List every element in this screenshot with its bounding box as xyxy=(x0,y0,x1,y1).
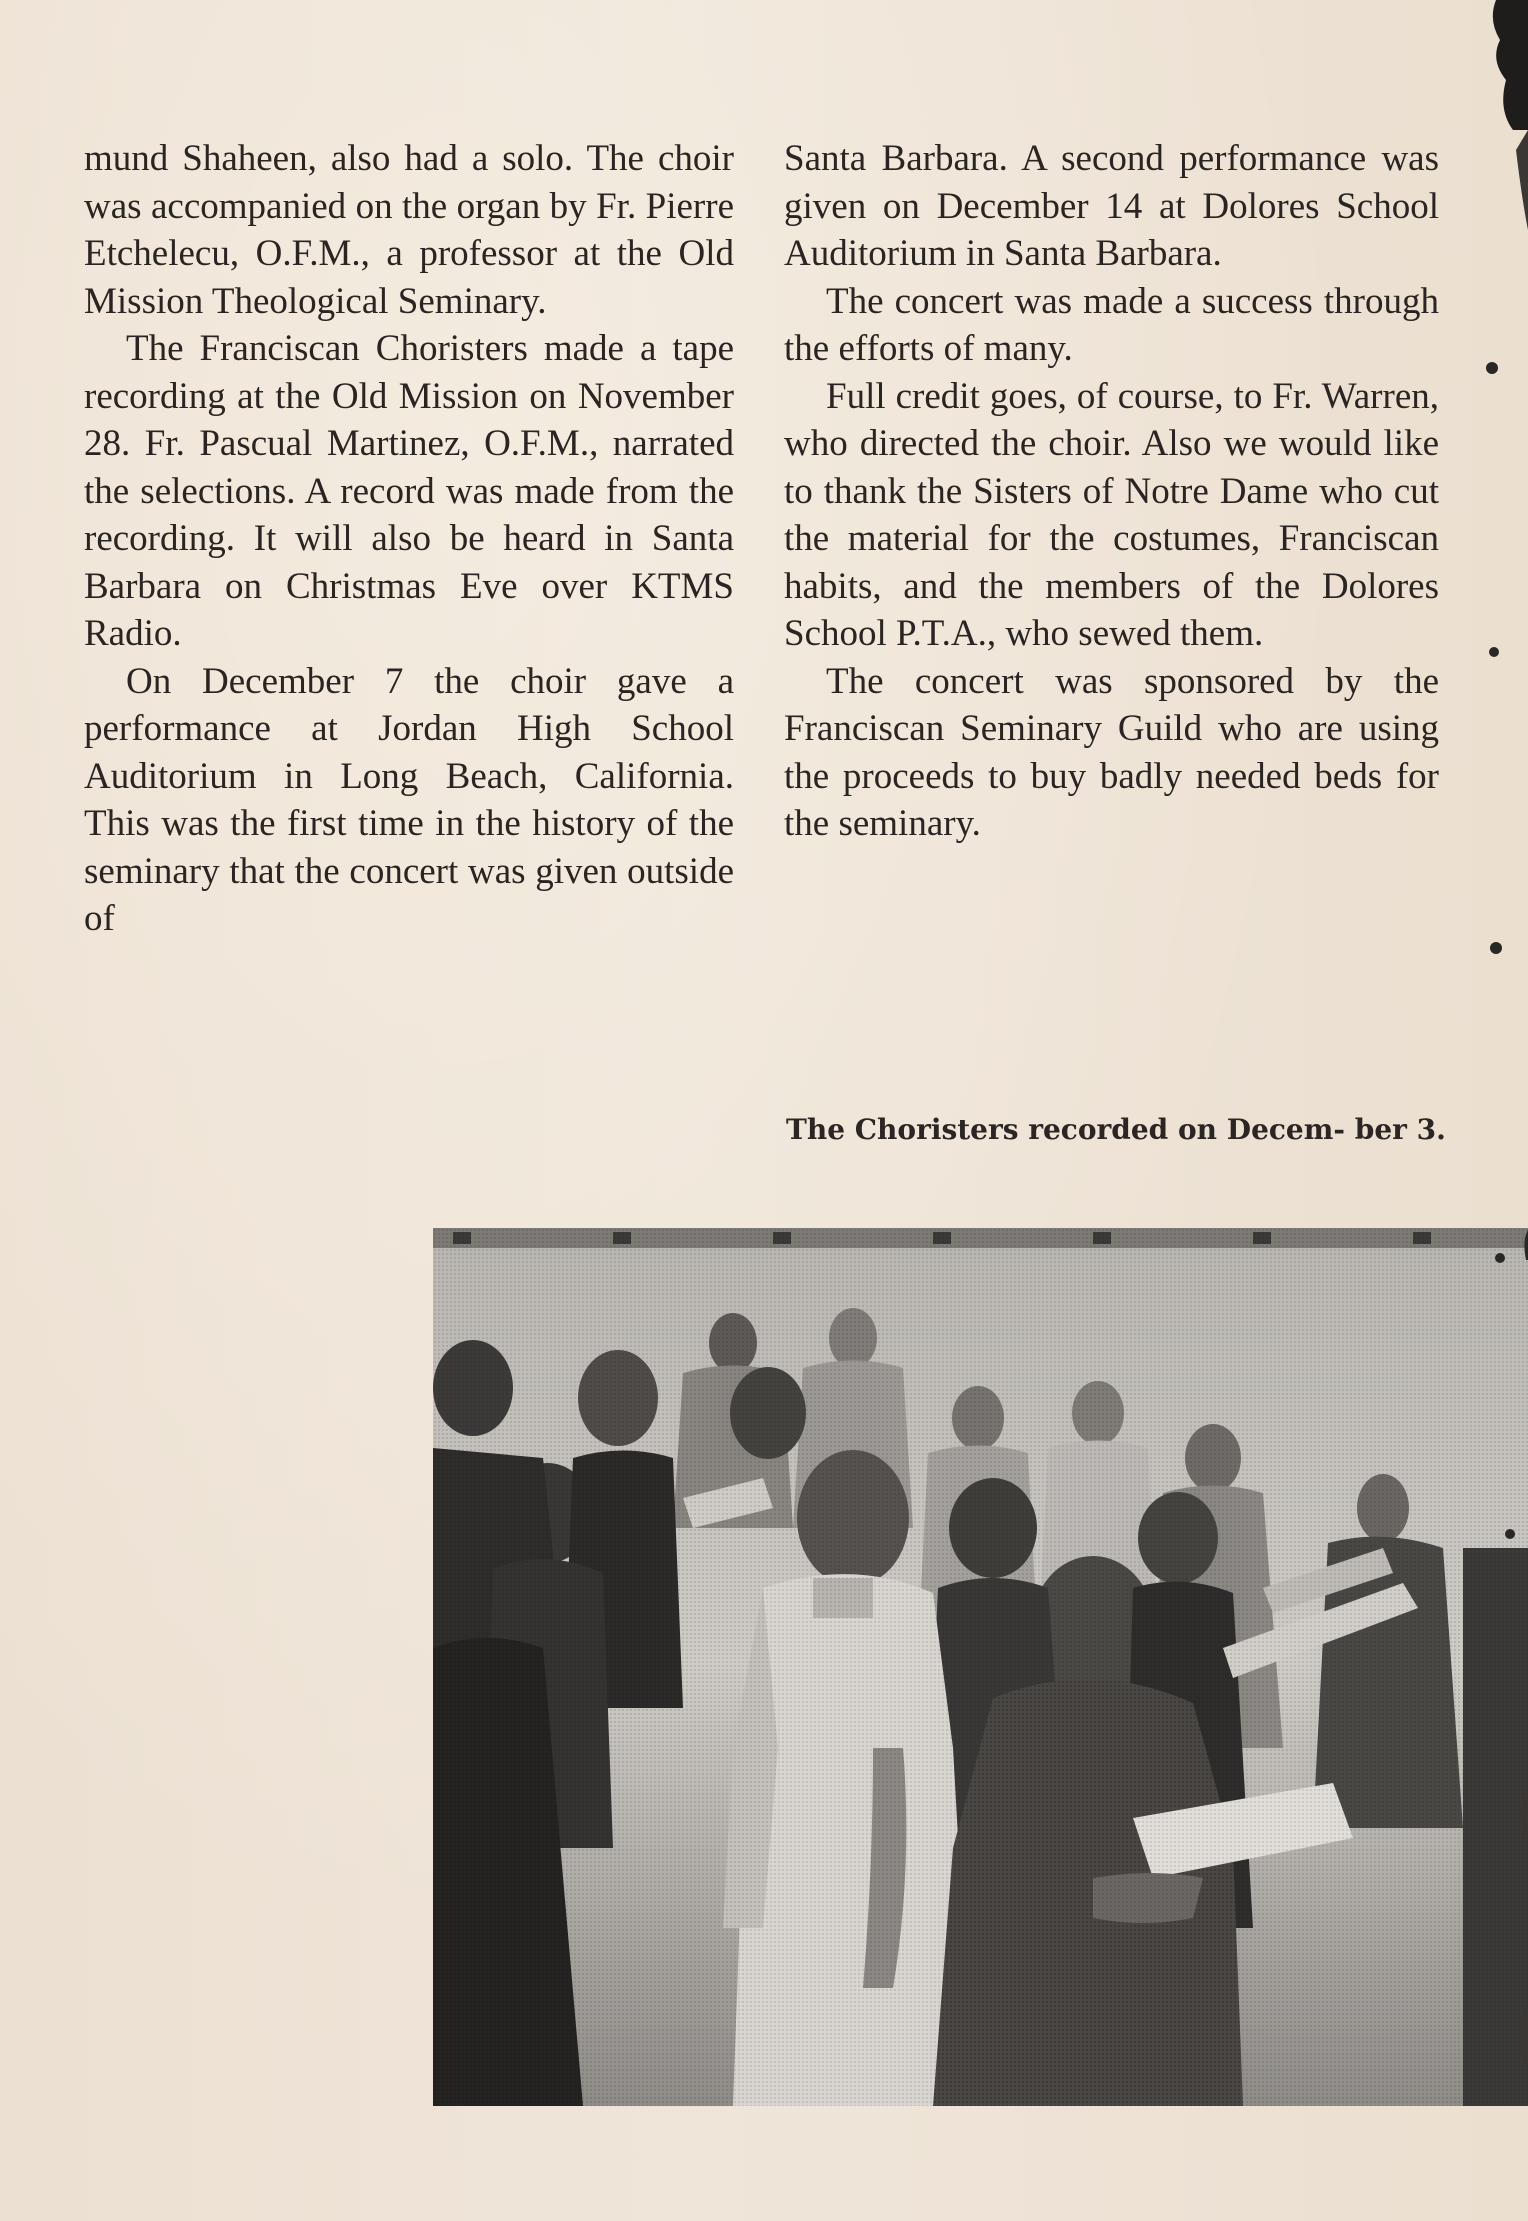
left-paragraph-1: mund Shaheen, also had a solo. The choir was accompanied on the organ by Fr. Pierre Etchelecu, O.F.M., a professor at the Old Mission Theological Seminary. xyxy=(84,138,734,322)
photo-caption: The Choristers recorded on Decem- ber 3. xyxy=(786,1113,1446,1146)
right-text-column xyxy=(784,135,1439,848)
choir-photo-icon xyxy=(433,1228,1528,2106)
right-paragraph-3: Full credit goes, of course, to Fr. Warren, who directed the choir. Also we would like to thank the Sisters of Notre Dame who cut the material for the costumes, Franciscan habits, and the members of the Dolores School P.T.A., who sewed them. xyxy=(784,375,1439,654)
right-paragraph-4: The concert was sponsored by the Franciscan Seminary Guild who are using the proceeds to buy badly needed beds for the seminary. xyxy=(784,660,1439,844)
torn-edge-icon xyxy=(1478,0,1528,2221)
right-paragraph-1: Santa Barbara. A second performance was given on December 14 at Dolores School Auditorium in Santa Barbara. xyxy=(784,138,1439,274)
choir-photo xyxy=(433,1228,1528,2106)
right-paragraph-2: The concert was made a success through the efforts of many. xyxy=(784,280,1439,369)
left-paragraph-3: On December 7 the choir gave a performance at Jordan High School Auditorium in Long Beach, California. This was the first time in the history of the seminary that the concert was given outside of xyxy=(84,660,734,939)
left-text-column xyxy=(84,135,734,943)
left-paragraph-2: The Franciscan Choristers made a tape recording at the Old Mission on November 28. Fr. Pascual Martinez, O.F.M., narrated the selections. A record was made from the recording. It will also be heard in Santa Barbara on Christmas Eve over KTMS Radio. xyxy=(84,328,734,654)
